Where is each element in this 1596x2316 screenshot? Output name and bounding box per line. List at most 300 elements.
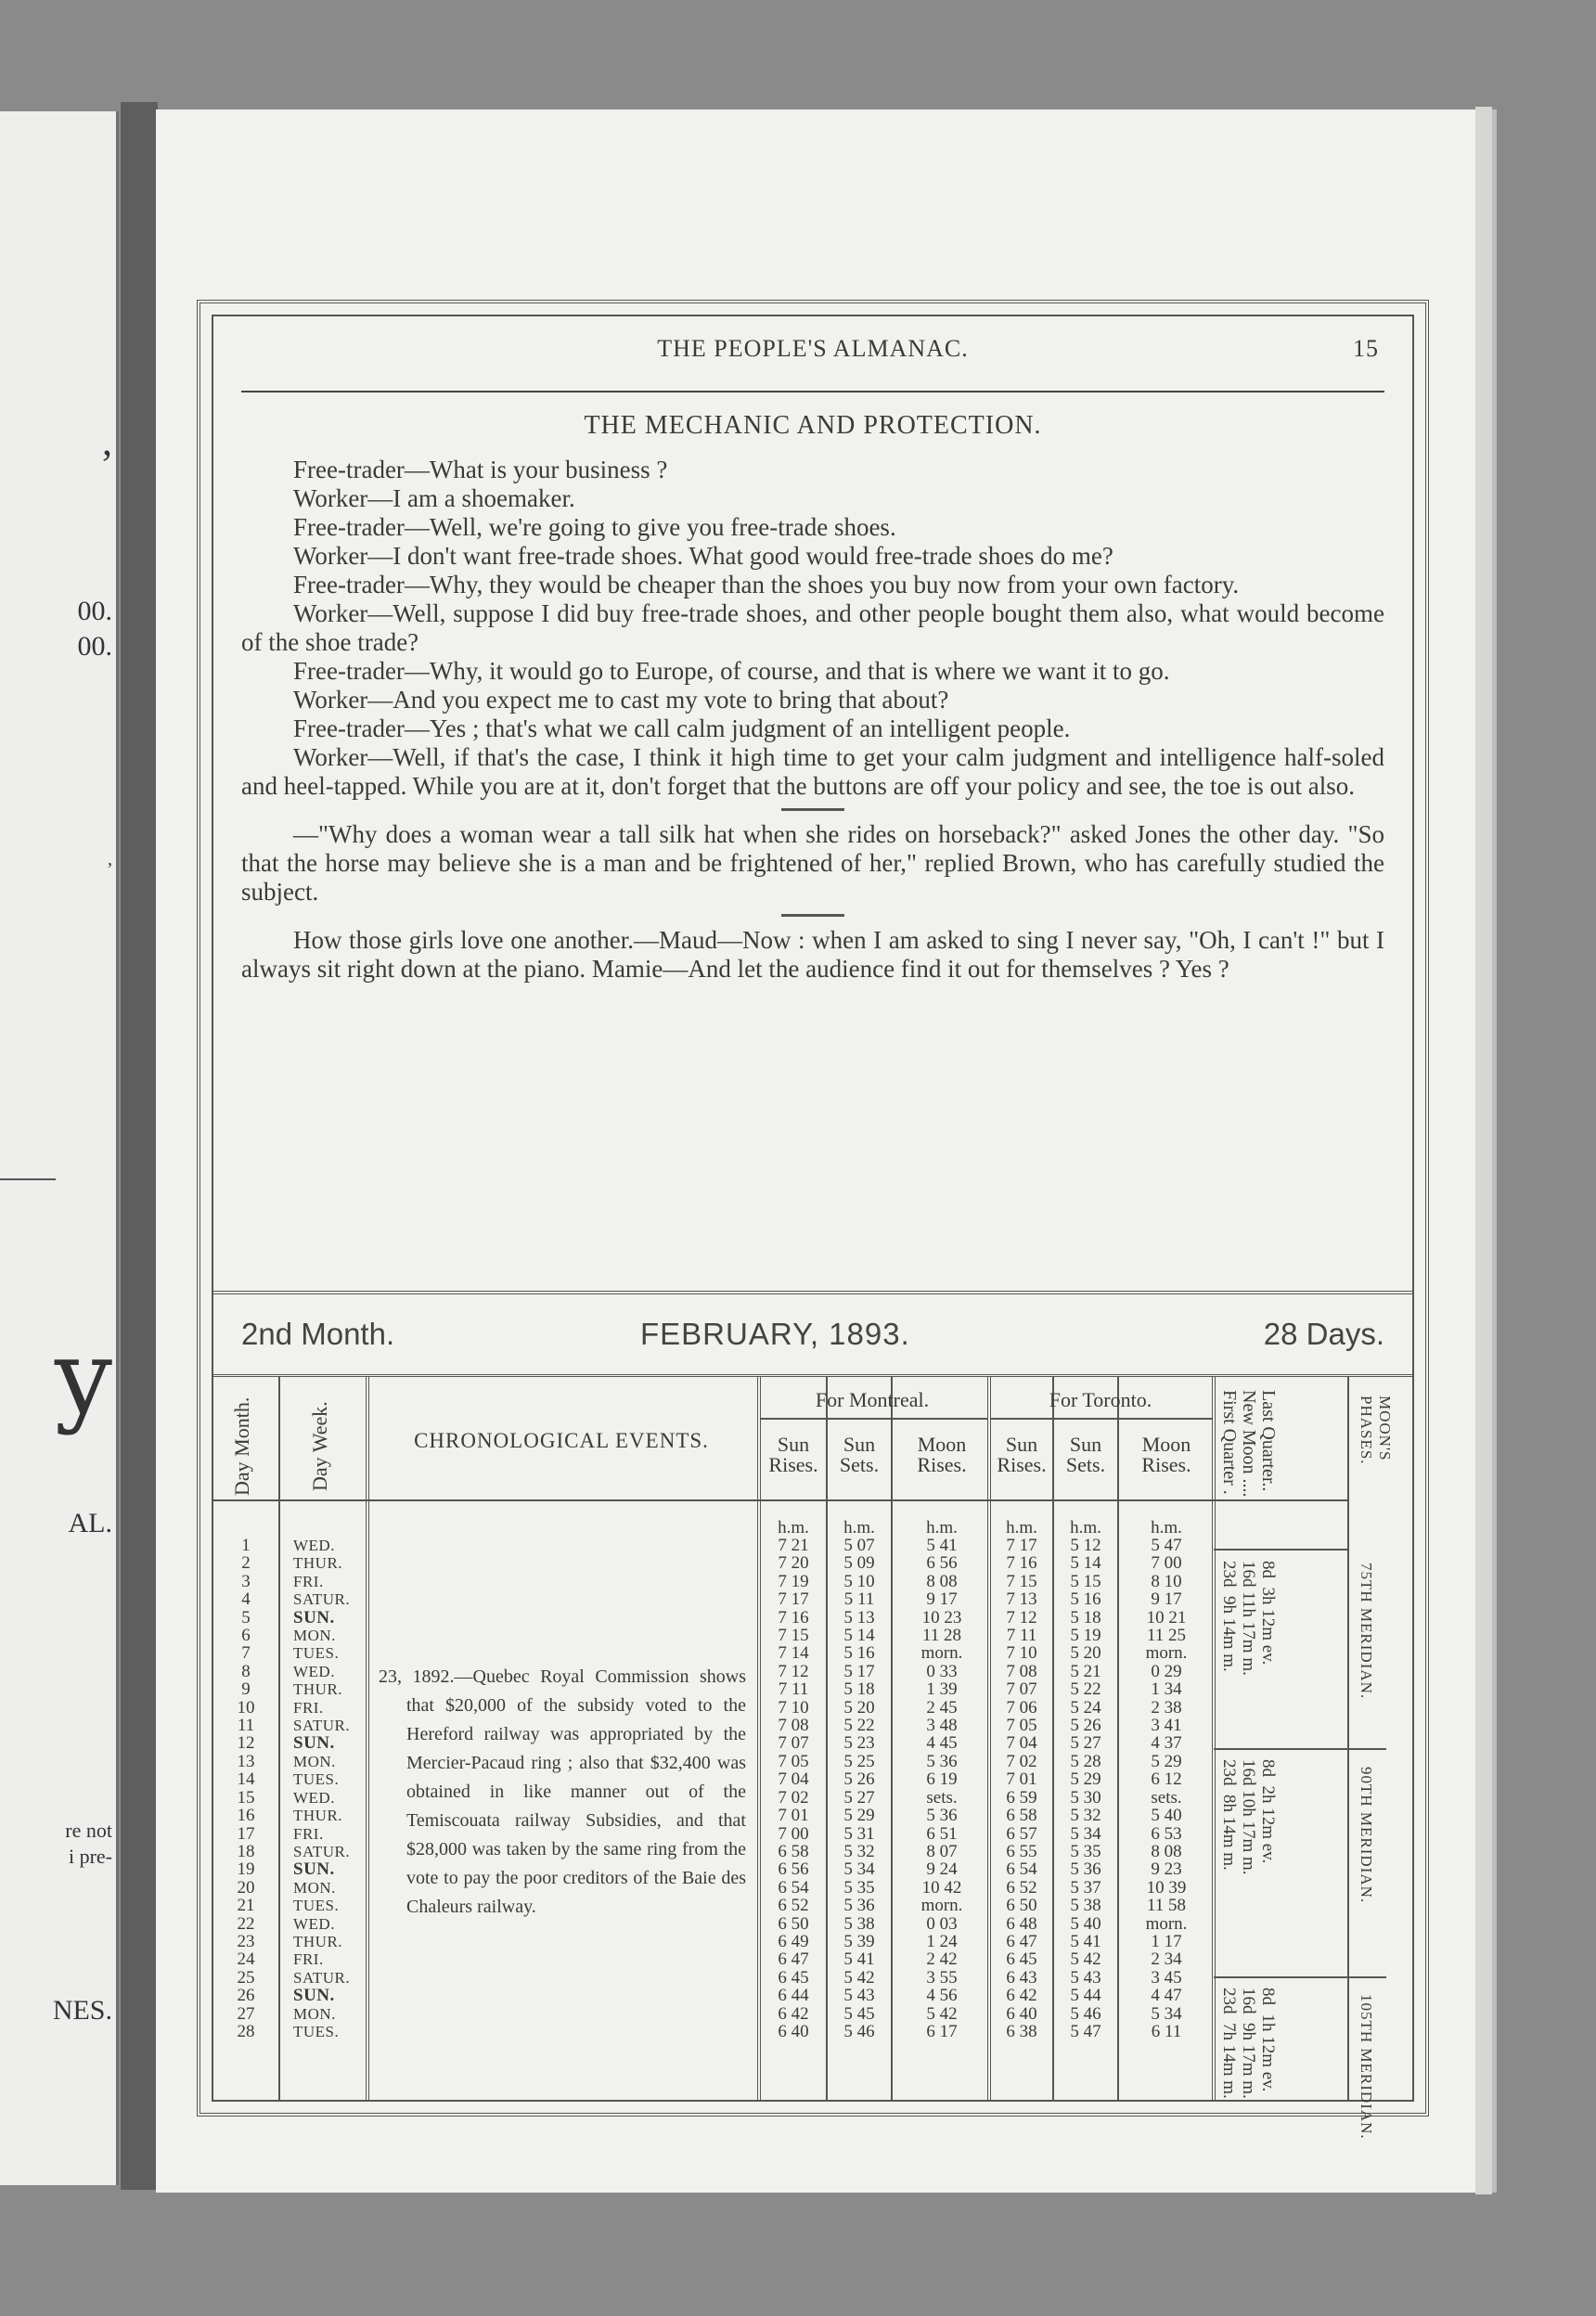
meridian-105-times: 8d 1h 12m ev. 16d 9h 17m m. 23d 7h 14m m. xyxy=(1219,1988,1278,2099)
dialogue-line: Free-trader—Why, it would go to Europe, of course, and that is where we want it to go. xyxy=(293,657,1170,685)
montreal-sun-rise: 7 00 xyxy=(778,1823,809,1844)
montreal-sun-rise: 7 05 xyxy=(778,1751,809,1771)
montreal-sun-rise: 7 10 xyxy=(778,1697,809,1718)
day-month-header: Day Month. xyxy=(230,1396,253,1497)
day-number: 25 xyxy=(237,1967,255,1988)
montreal-sun-set: 5 17 xyxy=(843,1661,875,1681)
toronto-moon-rise: 2 34 xyxy=(1151,1949,1182,1970)
running-title: THE PEOPLE'S ALMANAC. xyxy=(657,335,969,362)
toronto-moon-rise: 3 45 xyxy=(1151,1967,1182,1988)
joke-paragraph: How those girls love one another.—Maud—Now : when I am asked to sing I never say, "Oh, I can't !" but I always sit right down at the piano. Mamie—And let the audience find it out for themselves ? Yes ? xyxy=(241,926,1384,983)
header-rule xyxy=(761,1418,987,1420)
sun-sets-header: Sun Sets. xyxy=(839,1433,880,1476)
weekday-name: FRI. xyxy=(293,1824,324,1843)
montreal-sun-set: 5 27 xyxy=(843,1787,875,1808)
toronto-moon-rise: 10 39 xyxy=(1146,1877,1187,1898)
toronto-sun-rise: 7 16 xyxy=(1006,1553,1037,1574)
meridian-75-label: 75TH MERIDIAN. xyxy=(1358,1563,1375,1700)
month-ordinal: 2nd Month. xyxy=(241,1317,395,1351)
weekday-name: SATUR. xyxy=(293,1590,351,1609)
montreal-moon-rise: 2 45 xyxy=(926,1697,958,1718)
unit-label: h.m. xyxy=(1151,1518,1182,1538)
article-title: THE MECHANIC AND PROTECTION. xyxy=(584,411,1042,440)
page-number: 15 xyxy=(1353,335,1379,362)
toronto-sun-set: 5 29 xyxy=(1070,1769,1101,1790)
facing-page-fragment xyxy=(0,111,119,2185)
day-number: 13 xyxy=(237,1751,255,1771)
weekday-name: FRI. xyxy=(293,1572,324,1590)
page-inner-border xyxy=(212,315,1414,2140)
toronto-sun-rise: 7 04 xyxy=(1006,1733,1037,1754)
chronological-events xyxy=(379,1663,746,1922)
montreal-sun-rise: 6 44 xyxy=(778,1986,809,2006)
weekday-name: THUR. xyxy=(293,1807,343,1825)
toronto-sun-set: 5 15 xyxy=(1070,1571,1101,1591)
montreal-sun-rise: 7 07 xyxy=(778,1733,809,1754)
toronto-moon-rise: 6 53 xyxy=(1151,1823,1182,1844)
montreal-moon-rise: 2 42 xyxy=(926,1949,958,1970)
montreal-moon-rise: sets. xyxy=(926,1787,958,1808)
toronto-sun-set: 5 40 xyxy=(1070,1913,1101,1934)
montreal-header: For Montreal. xyxy=(815,1388,930,1411)
montreal-moon-rise: 3 48 xyxy=(926,1716,958,1736)
montreal-sun-rise: 6 54 xyxy=(778,1877,809,1898)
month-days: 28 Days. xyxy=(1263,1317,1384,1351)
weekday-name: WED. xyxy=(293,1914,335,1933)
facing-text-fragment: y xyxy=(54,1318,112,1436)
day-number: 28 xyxy=(237,2021,255,2041)
unit-label: h.m. xyxy=(843,1518,875,1538)
toronto-sun-rise: 6 58 xyxy=(1006,1806,1037,1826)
montreal-sun-rise: 7 19 xyxy=(778,1571,809,1591)
toronto-sun-rise: 6 59 xyxy=(1006,1787,1037,1808)
day-number: 26 xyxy=(237,1986,255,2006)
column-divider xyxy=(1117,1377,1119,2100)
montreal-sun-set: 5 36 xyxy=(843,1896,875,1916)
toronto-sun-rise: 6 48 xyxy=(1006,1913,1037,1934)
montreal-sun-set: 5 20 xyxy=(843,1697,875,1718)
weekday-name: TUES. xyxy=(293,1644,340,1663)
weekday-name: SATUR. xyxy=(293,1968,351,1987)
montreal-sun-set: 5 46 xyxy=(843,2021,875,2041)
event-entry: 23, 1892.—Quebec Royal Commission shows that $20,000 of the subsidy voted to the Hereford railway was appropriated by the Mercier-Pacaud ring ; also that $32,400 was obtained in like manner out of the Temiscouata railway Subsidies, and that $28,000 was taken by the same ring from the vote to pay the poor creditors of the Baie des Chaleurs railway. xyxy=(379,1666,746,1917)
weekday-name: TUES. xyxy=(293,2022,340,2040)
day-of-week-column xyxy=(293,1537,366,2040)
toronto-sun-rise: 7 17 xyxy=(1006,1536,1037,1555)
toronto-sun-set: 5 30 xyxy=(1070,1787,1101,1808)
montreal-moon-rise: 3 55 xyxy=(926,1967,958,1988)
montreal-sun-rise: 6 50 xyxy=(778,1913,809,1934)
toronto-sun-rise: 7 11 xyxy=(1006,1626,1037,1646)
montreal-sun-rise: 7 16 xyxy=(778,1607,809,1628)
montreal-moon-rises-column xyxy=(900,1537,984,2040)
montreal-sun-rise: 7 15 xyxy=(778,1626,809,1646)
column-divider xyxy=(1347,1377,1349,2100)
toronto-sun-rise: 6 52 xyxy=(1006,1877,1037,1898)
day-number: 4 xyxy=(241,1589,251,1610)
toronto-sun-rise: 6 43 xyxy=(1006,1967,1037,1988)
day-number: 1 xyxy=(241,1536,251,1555)
toronto-sun-rise: 7 07 xyxy=(1006,1679,1037,1700)
montreal-sun-set: 5 41 xyxy=(843,1949,875,1970)
page-frame xyxy=(197,300,1429,2140)
montreal-sun-rise: 6 52 xyxy=(778,1896,809,1916)
day-number: 8 xyxy=(241,1661,251,1681)
montreal-sun-rise: 7 02 xyxy=(778,1787,809,1808)
montreal-moon-rise: 5 42 xyxy=(926,2003,958,2024)
toronto-moon-rise: 5 40 xyxy=(1151,1806,1182,1826)
weekday-name: THUR. xyxy=(293,1680,343,1699)
facing-text-fragment: 00. xyxy=(77,631,112,662)
montreal-sun-rise: 6 45 xyxy=(778,1967,809,1988)
almanac-page xyxy=(156,109,1497,2193)
toronto-sun-rise: 7 02 xyxy=(1006,1751,1037,1771)
toronto-sun-sets-column xyxy=(1054,1537,1117,2040)
day-number: 16 xyxy=(237,1806,255,1826)
toronto-sun-set: 5 19 xyxy=(1070,1626,1101,1646)
weekday-name: WED. xyxy=(293,1537,335,1554)
montreal-sun-set: 5 25 xyxy=(843,1751,875,1771)
dialogue-line: Free-trader—Why, they would be cheaper than the shoes you buy now from your own factory. xyxy=(293,571,1240,598)
moon-rises-header: Moon Rises. xyxy=(917,1433,967,1476)
toronto-sun-set: 5 26 xyxy=(1070,1716,1101,1736)
montreal-sun-set: 5 26 xyxy=(843,1769,875,1790)
phase-rule xyxy=(1214,1549,1347,1550)
weekday-name: WED. xyxy=(293,1788,335,1807)
column-divider xyxy=(366,1377,369,2100)
montreal-sun-rise: 6 42 xyxy=(778,2003,809,2024)
toronto-sun-rise: 7 15 xyxy=(1006,1571,1037,1591)
toronto-moon-rise: 7 00 xyxy=(1151,1553,1182,1574)
header-rule xyxy=(241,391,1384,392)
montreal-sun-set: 5 14 xyxy=(843,1626,875,1646)
toronto-sun-rise: 7 08 xyxy=(1006,1661,1037,1681)
montreal-moon-rise: 6 56 xyxy=(926,1553,958,1574)
toronto-sun-set: 5 14 xyxy=(1070,1553,1101,1574)
running-header xyxy=(241,335,1384,381)
book-gutter xyxy=(121,102,158,2190)
toronto-moon-rise: 2 38 xyxy=(1151,1697,1182,1718)
montreal-sun-rise: 7 01 xyxy=(778,1806,809,1826)
toronto-moon-rise: morn. xyxy=(1145,1643,1188,1664)
montreal-sun-rise: 6 56 xyxy=(778,1859,809,1880)
unit-label: h.m. xyxy=(778,1518,809,1538)
joke-paragraph: —"Why does a woman wear a tall silk hat when she rides on horseback?" asked Jones the other day. "So that the horse may believe she is a man and be frightened of her," replied Brown, who has carefully studied the subject. xyxy=(241,820,1384,906)
weekday-name: MON. xyxy=(293,1752,336,1770)
unit-label: h.m. xyxy=(926,1518,958,1538)
day-week-header: Day Week. xyxy=(308,1401,331,1492)
toronto-sun-set: 5 36 xyxy=(1070,1859,1101,1880)
weekday-name: TUES. xyxy=(293,1770,340,1789)
facing-text-fragment: re not xyxy=(65,1819,112,1842)
toronto-sun-rise: 6 54 xyxy=(1006,1859,1037,1880)
day-number: 12 xyxy=(237,1733,255,1754)
toronto-moon-rise: 8 10 xyxy=(1151,1571,1182,1591)
month-heading xyxy=(241,1317,1384,1363)
weekday-name: MON. xyxy=(293,1878,336,1897)
events-header: CHRONOLOGICAL EVENTS. xyxy=(414,1429,709,1452)
montreal-sun-rise: 6 47 xyxy=(778,1949,809,1970)
meridian-90-times: 8d 2h 12m ev. 16d 10h 17m m. 23d 8h 14m m. xyxy=(1219,1759,1278,1875)
header-rule xyxy=(991,1418,1212,1420)
day-number: 3 xyxy=(241,1571,251,1591)
day-number: 20 xyxy=(237,1877,255,1898)
section-separator xyxy=(781,808,844,811)
montreal-moon-rise: 4 56 xyxy=(926,1986,958,2006)
montreal-sun-rise: 7 20 xyxy=(778,1553,809,1574)
day-number: 27 xyxy=(237,2003,255,2024)
facing-text-fragment: i pre- xyxy=(68,1845,112,1868)
montreal-sun-rise: 7 14 xyxy=(778,1643,809,1664)
toronto-moon-rise: morn. xyxy=(1145,1913,1188,1934)
montreal-moon-rise: 0 33 xyxy=(926,1661,958,1681)
toronto-moon-rise: 5 29 xyxy=(1151,1751,1182,1771)
day-number: 23 xyxy=(237,1931,255,1951)
phase-rule xyxy=(1214,1748,1386,1750)
toronto-sun-set: 5 43 xyxy=(1070,1967,1101,1988)
day-number: 5 xyxy=(241,1607,251,1628)
moons-phases-label: MOON'S PHASES. xyxy=(1358,1396,1394,1465)
meridian-75-times: 8d 3h 12m ev. 16d 11h 17m m. 23d 9h 14m m. xyxy=(1219,1561,1278,1676)
facing-text-fragment: , xyxy=(102,418,112,464)
section-separator xyxy=(781,914,844,917)
toronto-sun-set: 5 28 xyxy=(1070,1751,1101,1771)
toronto-sun-rise: 6 38 xyxy=(1006,2021,1037,2041)
montreal-moon-rise: 10 23 xyxy=(921,1607,962,1628)
day-number: 24 xyxy=(237,1949,255,1970)
toronto-sun-set: 5 32 xyxy=(1070,1806,1101,1826)
facing-text-fragment: , xyxy=(108,849,112,869)
montreal-sun-set: 5 16 xyxy=(843,1643,875,1664)
montreal-sun-set: 5 38 xyxy=(843,1913,875,1934)
montreal-sun-rise: 7 12 xyxy=(778,1661,809,1681)
toronto-sun-set: 5 16 xyxy=(1070,1589,1101,1610)
montreal-moon-rise: 1 24 xyxy=(926,1931,958,1951)
montreal-sun-sets-column xyxy=(828,1537,891,2040)
montreal-sun-set: 5 35 xyxy=(843,1877,875,1898)
day-number: 6 xyxy=(241,1626,251,1646)
montreal-moon-rise: morn. xyxy=(920,1896,963,1916)
toronto-sun-rise: 6 57 xyxy=(1006,1823,1037,1844)
phase-names: Last Quarter.. New Moon .... First Quarter . xyxy=(1219,1390,1279,1498)
montreal-sun-set: 5 34 xyxy=(843,1859,875,1880)
weekday-name: MON. xyxy=(293,1627,336,1645)
toronto-moon-rise: 11 58 xyxy=(1146,1896,1187,1916)
montreal-moon-rise: 8 07 xyxy=(926,1841,958,1861)
dialogue-line: Free-trader—What is your business ? xyxy=(293,456,668,483)
toronto-moon-rise: 11 25 xyxy=(1146,1626,1187,1646)
toronto-sun-rise: 6 40 xyxy=(1006,2003,1037,2024)
toronto-sun-rise: 6 47 xyxy=(1006,1931,1037,1951)
toronto-sun-set: 5 18 xyxy=(1070,1607,1101,1628)
toronto-sun-set: 5 41 xyxy=(1070,1931,1101,1951)
montreal-sun-rise: 7 08 xyxy=(778,1716,809,1736)
column-divider xyxy=(278,1377,280,2100)
day-of-month-column xyxy=(213,1537,278,2040)
meridian-90-label: 90TH MERIDIAN. xyxy=(1358,1767,1375,1904)
month-title: FEBRUARY, 1893. xyxy=(640,1317,910,1351)
toronto-moon-rises-column xyxy=(1123,1537,1210,2040)
montreal-sun-set: 5 45 xyxy=(843,2003,875,2024)
montreal-sun-set: 5 09 xyxy=(843,1553,875,1574)
toronto-sun-rise: 6 45 xyxy=(1006,1949,1037,1970)
montreal-moon-rise: 10 42 xyxy=(921,1877,962,1898)
toronto-sun-rise: 7 05 xyxy=(1006,1716,1037,1736)
toronto-sun-rise: 7 13 xyxy=(1006,1589,1037,1610)
toronto-moon-rise: 5 34 xyxy=(1151,2003,1182,2024)
toronto-sun-set: 5 20 xyxy=(1070,1643,1101,1664)
column-divider xyxy=(1212,1377,1216,2100)
toronto-moon-rise: 1 34 xyxy=(1151,1679,1182,1700)
montreal-moon-rise: 11 28 xyxy=(921,1626,962,1646)
moon-rises-header: Moon Rises. xyxy=(1141,1433,1191,1476)
toronto-moon-rise: 4 47 xyxy=(1151,1986,1182,2006)
day-number: 9 xyxy=(241,1679,251,1700)
toronto-moon-rise: sets. xyxy=(1151,1787,1182,1808)
montreal-moon-rise: 6 19 xyxy=(926,1769,958,1790)
montreal-sun-set: 5 11 xyxy=(843,1589,875,1610)
toronto-sun-set: 5 34 xyxy=(1070,1823,1101,1844)
montreal-moon-rise: 5 36 xyxy=(926,1751,958,1771)
weekday-name: FRI. xyxy=(293,1698,324,1717)
toronto-sun-set: 5 47 xyxy=(1070,2021,1101,2041)
toronto-moon-rise: 5 47 xyxy=(1151,1536,1182,1555)
weekday-name: TUES. xyxy=(293,1897,340,1915)
unit-label: h.m. xyxy=(1006,1518,1037,1538)
montreal-sun-rises-column xyxy=(761,1537,826,2040)
weekday-name: SUN. xyxy=(293,1986,335,2006)
montreal-moon-rise: 4 45 xyxy=(926,1733,958,1754)
day-number: 2 xyxy=(241,1553,251,1574)
montreal-sun-rise: 7 17 xyxy=(778,1589,809,1610)
toronto-moon-rise: 9 17 xyxy=(1151,1589,1182,1610)
month-rule xyxy=(213,1291,1412,1294)
montreal-moon-rise: 9 24 xyxy=(926,1859,958,1880)
montreal-moon-rise: 8 08 xyxy=(926,1571,958,1591)
toronto-sun-set: 5 22 xyxy=(1070,1679,1101,1700)
montreal-sun-set: 5 32 xyxy=(843,1841,875,1861)
toronto-moon-rise: 3 41 xyxy=(1151,1716,1182,1736)
weekday-name: SUN. xyxy=(293,1733,335,1754)
facing-text-fragment: AL. xyxy=(68,1508,112,1538)
toronto-sun-rise: 7 06 xyxy=(1006,1697,1037,1718)
toronto-moon-rise: 6 12 xyxy=(1151,1769,1182,1790)
page-edge xyxy=(1475,107,1492,2194)
montreal-sun-rise: 6 58 xyxy=(778,1841,809,1861)
toronto-moon-rise: 9 23 xyxy=(1151,1859,1182,1880)
dialogue-line: Worker—And you expect me to cast my vote to bring that about? xyxy=(293,686,949,714)
facing-rule xyxy=(0,1178,56,1180)
toronto-sun-set: 5 44 xyxy=(1070,1986,1101,2006)
montreal-sun-set: 5 18 xyxy=(843,1679,875,1700)
column-divider xyxy=(891,1377,893,2100)
montreal-moon-rise: 5 36 xyxy=(926,1806,958,1826)
day-number: 10 xyxy=(237,1697,255,1718)
toronto-moon-rise: 1 17 xyxy=(1151,1931,1182,1951)
weekday-name: THUR. xyxy=(293,1932,343,1950)
toronto-sun-set: 5 42 xyxy=(1070,1949,1101,1970)
weekday-name: THUR. xyxy=(293,1554,343,1573)
toronto-sun-set: 5 12 xyxy=(1070,1536,1101,1555)
montreal-moon-rise: morn. xyxy=(920,1643,963,1664)
montreal-sun-set: 5 29 xyxy=(843,1806,875,1826)
sun-rises-header: Sun Rises. xyxy=(768,1433,818,1476)
montreal-sun-set: 5 43 xyxy=(843,1986,875,2006)
sun-sets-header: Sun Sets. xyxy=(1065,1433,1106,1476)
dialogue-line: Worker—I am a shoemaker. xyxy=(293,484,575,512)
montreal-sun-set: 5 42 xyxy=(843,1967,875,1988)
toronto-sun-set: 5 46 xyxy=(1070,2003,1101,2024)
day-number: 11 xyxy=(237,1716,255,1736)
day-number: 19 xyxy=(237,1859,255,1880)
montreal-moon-rise: 6 51 xyxy=(926,1823,958,1844)
day-number: 14 xyxy=(237,1769,255,1790)
toronto-sun-set: 5 27 xyxy=(1070,1733,1101,1754)
calendar-table xyxy=(213,1374,1412,2140)
weekday-name: SUN. xyxy=(293,1859,335,1880)
toronto-sun-set: 5 37 xyxy=(1070,1877,1101,1898)
facing-text-fragment: NES. xyxy=(52,1995,112,2026)
meridian-105-label: 105TH MERIDIAN. xyxy=(1358,1994,1375,2140)
weekday-name: SATUR. xyxy=(293,1717,351,1735)
montreal-sun-rise: 7 21 xyxy=(778,1536,809,1555)
toronto-sun-rise: 6 42 xyxy=(1006,1986,1037,2006)
weekday-name: SATUR. xyxy=(293,1842,351,1860)
toronto-moon-rise: 10 21 xyxy=(1146,1607,1187,1628)
montreal-moon-rise: 5 41 xyxy=(926,1536,958,1555)
phase-rule xyxy=(1214,1976,1386,1978)
toronto-sun-rise: 7 12 xyxy=(1006,1607,1037,1628)
day-number: 22 xyxy=(237,1913,255,1934)
day-number: 21 xyxy=(237,1896,255,1916)
weekday-name: MON. xyxy=(293,2004,336,2023)
montreal-sun-set: 5 13 xyxy=(843,1607,875,1628)
toronto-sun-rise: 6 50 xyxy=(1006,1896,1037,1916)
toronto-moon-rise: 8 08 xyxy=(1151,1841,1182,1861)
montreal-sun-rise: 7 04 xyxy=(778,1769,809,1790)
day-number: 17 xyxy=(237,1823,255,1844)
montreal-sun-set: 5 31 xyxy=(843,1823,875,1844)
montreal-sun-set: 5 23 xyxy=(843,1733,875,1754)
toronto-moon-rise: 0 29 xyxy=(1151,1661,1182,1681)
dialogue-line: Worker—Well, suppose I did buy free-trade shoes, and other people bought them also, what would become of the shoe trade? xyxy=(241,599,1384,656)
day-number: 18 xyxy=(237,1841,255,1861)
weekday-name: FRI. xyxy=(293,1950,324,1969)
montreal-moon-rise: 0 03 xyxy=(926,1913,958,1934)
sun-rises-header: Sun Rises. xyxy=(997,1433,1047,1476)
weekday-name: WED. xyxy=(293,1662,335,1680)
toronto-sun-set: 5 21 xyxy=(1070,1661,1101,1681)
toronto-sun-rise: 7 01 xyxy=(1006,1769,1037,1790)
day-number: 7 xyxy=(241,1643,251,1664)
toronto-sun-set: 5 35 xyxy=(1070,1841,1101,1861)
montreal-sun-set: 5 10 xyxy=(843,1571,875,1591)
toronto-sun-set: 5 24 xyxy=(1070,1697,1101,1718)
toronto-header: For Toronto. xyxy=(1049,1388,1152,1411)
day-number: 15 xyxy=(237,1787,255,1808)
toronto-sun-set: 5 38 xyxy=(1070,1896,1101,1916)
dialogue-line: Worker—Well, if that's the case, I think it high time to get your calm judgment and intelligence half-soled and heel-tapped. While you are at it, don't forget that the buttons are off your policy and see, the toe is out also. xyxy=(241,743,1384,800)
dialogue-line: Worker—I don't want free-trade shoes. What good would free-trade shoes do me? xyxy=(293,542,1113,570)
montreal-sun-set: 5 39 xyxy=(843,1931,875,1951)
facing-text-fragment: 00. xyxy=(77,596,112,626)
montreal-moon-rise: 1 39 xyxy=(926,1679,958,1700)
dialogue-line: Free-trader—Well, we're going to give you free-trade shoes. xyxy=(293,513,896,541)
montreal-sun-rise: 6 40 xyxy=(778,2021,809,2041)
montreal-moon-rise: 9 17 xyxy=(926,1589,958,1610)
montreal-sun-set: 5 22 xyxy=(843,1716,875,1736)
dialogue-line: Free-trader—Yes ; that's what we call calm judgment of an intelligent people. xyxy=(293,714,1071,742)
